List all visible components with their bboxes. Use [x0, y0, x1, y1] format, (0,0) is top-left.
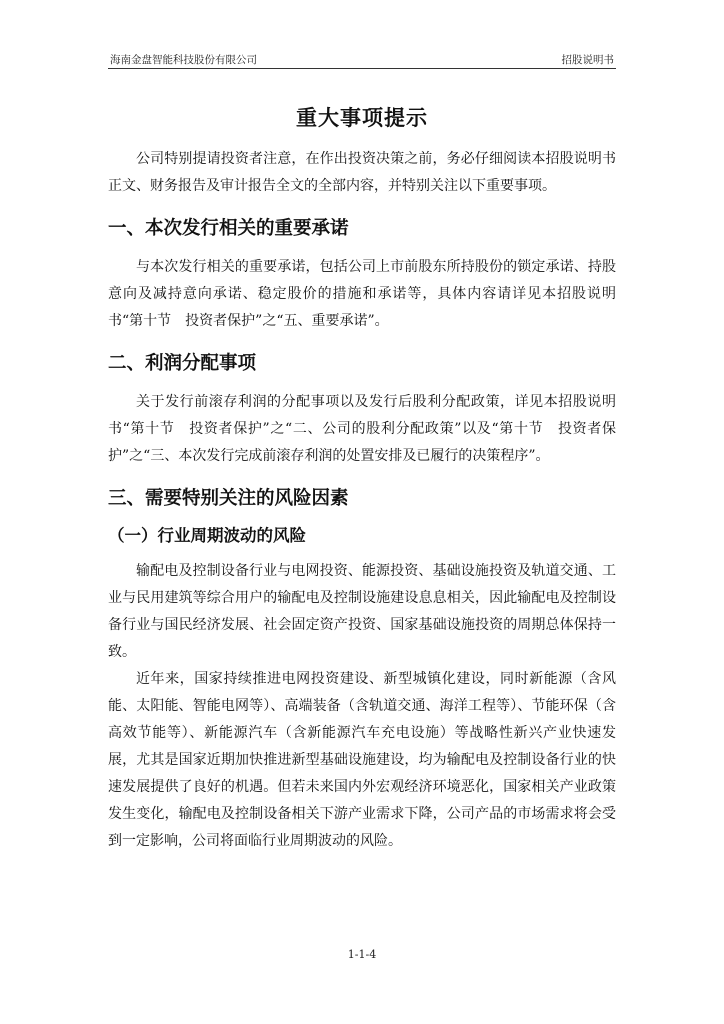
section-2-heading: 二、利润分配事项 [108, 353, 257, 374]
section-3-paragraph-2: 近年来，国家持续推进电网投资建设、新型城镇化建设，同时新能源（含风能、太阳能、智能电网等）、高端装备（含轨道交通、海洋工程等）、节能环保（含高效节能等）、新能源汽车（含新能源汽车充电设施）等战略性新兴产业快速发展，尤其是国家近期加快推进新型基础设施建设，均为输配电及控制设备行业的快速发展提供了良好的机遇。但若未来国内外宏观经济环境恶化，国家相关产业政策发生变化，输配电及控制设备相关下游产业需求下降，公司产品的市场需求将会受到一定影响，公司将面临行业周期波动的风险。 [108, 671, 616, 849]
page-header [108, 50, 616, 69]
document-type: 招股说明书 [561, 54, 614, 66]
section-1-heading: 一、本次发行相关的重要承诺 [108, 218, 349, 239]
section-2-paragraph: 关于发行前滚存利润的分配事项以及发行后股利分配政策，详见本招股说明书“第十节 投资者保护”之“二、公司的股利分配政策”以及“第十节 投资者保护”之“三、本次发行完成前滚存利润的处置安排及已履行的决策程序”。 [108, 394, 616, 464]
page-title: 重大事项提示 [296, 106, 428, 130]
section-1-paragraph: 与本次发行相关的重要承诺，包括公司上市前股东所持股份的锁定承诺、持股意向及减持意向承诺、稳定股价的措施和承诺等，具体内容请详见本招股说明书“第十节 投资者保护”之“五、重要承诺”。 [108, 259, 616, 329]
page-content [108, 98, 616, 855]
page-number: 1-1-4 [347, 948, 377, 961]
section-3-paragraph-1: 输配电及控制设备行业与电网投资、能源投资、基础设施投资及轨道交通、工业与民用建筑等综合用户的输配电及控制设施建设息息相关，因此输配电及控制设备行业与国民经济发展、社会固定资产投资、国家基础设施投资的周期总体保持一致。 [108, 563, 616, 660]
section-3-subheading: （一）行业周期波动的风险 [108, 526, 306, 545]
section-3-heading: 三、需要特别关注的风险因素 [108, 488, 349, 509]
intro-paragraph: 公司特别提请投资者注意，在作出投资决策之前，务必仔细阅读本招股说明书正文、财务报告及审计报告全文的全部内容，并特别关注以下重要事项。 [108, 151, 616, 194]
company-name: 海南金盘智能科技股份有限公司 [110, 54, 257, 66]
